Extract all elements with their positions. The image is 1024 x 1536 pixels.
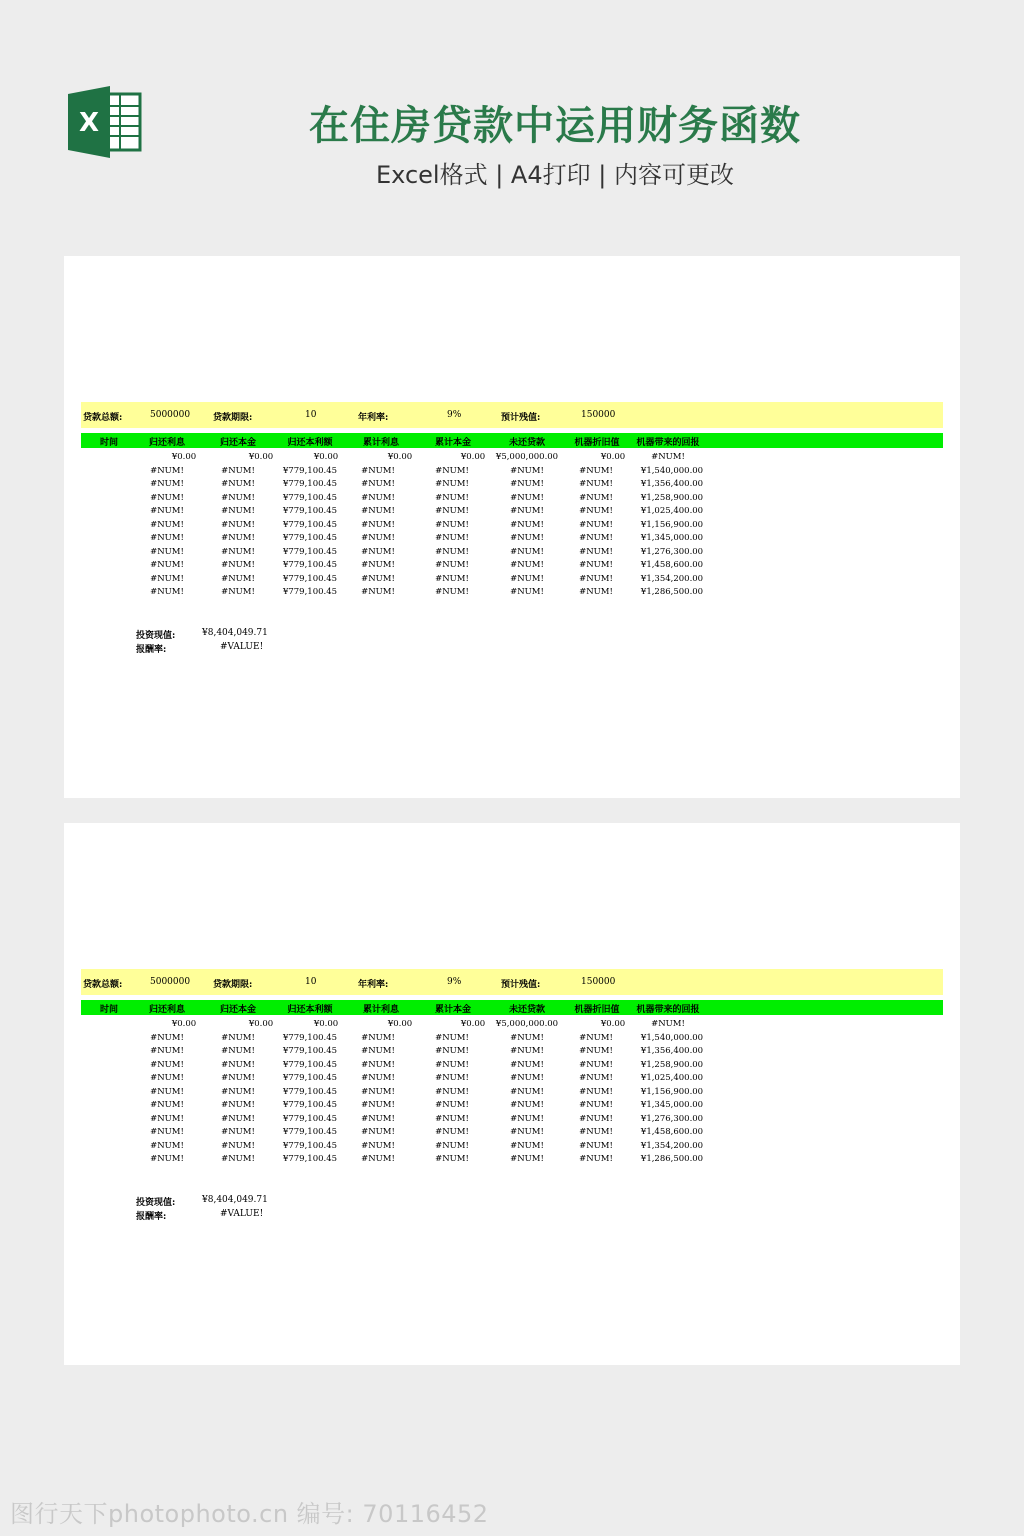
cell: ¥1,276,300.00 (640, 1113, 704, 1124)
cell: ¥1,540,000.00 (640, 1032, 704, 1043)
cell: #NUM! (579, 1046, 613, 1056)
table-row (64, 533, 960, 546)
table-row (64, 1019, 960, 1032)
cell: ¥1,286,500.00 (640, 1154, 704, 1164)
cell: #NUM! (150, 573, 184, 584)
cell: #NUM! (510, 560, 544, 570)
svg-text:X: X (78, 108, 100, 138)
cell: ¥1,025,400.00 (640, 506, 704, 516)
col-header: 机器折旧值 (574, 1005, 620, 1015)
col-header: 归还本金 (219, 438, 257, 448)
cell: ¥779,100.45 (282, 573, 338, 584)
cell: #NUM! (435, 1059, 469, 1070)
watermark-text: 图行天下photophoto.cn 编号: 70116452 (10, 1500, 489, 1528)
cell: ¥1,345,000.00 (640, 533, 704, 543)
cell: #NUM! (510, 533, 544, 543)
cell: #NUM! (510, 1046, 544, 1056)
cell: #NUM! (150, 1127, 184, 1137)
cell: ¥0.00 (460, 1019, 486, 1029)
cell: #NUM! (579, 1073, 613, 1083)
table-row (64, 1033, 960, 1046)
cell: #NUM! (435, 1046, 469, 1056)
cell: #NUM! (579, 465, 613, 476)
cell: ¥1,354,200.00 (640, 1140, 704, 1151)
cell: #NUM! (510, 479, 544, 489)
cell: ¥0.00 (387, 452, 413, 462)
cell: #NUM! (221, 1154, 255, 1164)
table-row (64, 1087, 960, 1100)
table-row (64, 574, 960, 587)
cell: #NUM! (361, 1086, 395, 1097)
col-header: 机器折旧值 (574, 438, 620, 448)
cell: #NUM! (221, 479, 255, 489)
cell: #NUM! (579, 533, 613, 543)
cell: #NUM! (510, 1154, 544, 1164)
cell: ¥1,345,000.00 (640, 1100, 704, 1110)
cell: #NUM! (150, 560, 184, 570)
col-header: 机器带来的回报 (636, 1005, 700, 1015)
table-row (64, 1127, 960, 1140)
cell: #NUM! (435, 492, 469, 503)
cell: #NUM! (361, 1140, 395, 1151)
cell: #NUM! (221, 506, 255, 516)
cell: ¥1,258,900.00 (640, 492, 704, 503)
cell: #NUM! (435, 587, 469, 597)
cell: ¥0.00 (460, 452, 486, 462)
cell: #NUM! (361, 1154, 395, 1164)
cell: ¥779,100.45 (282, 1059, 338, 1070)
cell: #NUM! (579, 560, 613, 570)
table-row (64, 547, 960, 560)
cell: ¥1,276,300.00 (640, 546, 704, 557)
page-subtitle: Excel格式 | A4打印 | 内容可更改 (376, 161, 734, 189)
cell: #NUM! (361, 506, 395, 516)
cell: #NUM! (435, 519, 469, 530)
cell: #NUM! (510, 492, 544, 503)
cell: #NUM! (221, 1140, 255, 1151)
cell: #NUM! (510, 1032, 544, 1043)
cell: #NUM! (221, 546, 255, 557)
cell: #NUM! (510, 465, 544, 476)
cell: ¥779,100.45 (282, 546, 338, 557)
cell: ¥779,100.45 (282, 1032, 338, 1043)
cell: ¥779,100.45 (282, 479, 338, 489)
col-header: 累计本金 (434, 1005, 472, 1015)
annual-rate-label: 年利率: (358, 980, 389, 990)
cell: #NUM! (579, 1100, 613, 1110)
cell: #NUM! (150, 492, 184, 503)
cell: #NUM! (510, 573, 544, 584)
cell: ¥779,100.45 (282, 1127, 338, 1137)
cell: #NUM! (361, 1073, 395, 1083)
page-title: 在住房贷款中运用财务函数 (309, 103, 801, 149)
cell: #NUM! (150, 506, 184, 516)
col-header: 机器带来的回报 (636, 438, 700, 448)
cell: #NUM! (150, 479, 184, 489)
cell: #NUM! (361, 587, 395, 597)
cell: ¥0.00 (171, 452, 197, 462)
annual-rate-value: 9% (447, 977, 462, 987)
loan-params-row (81, 969, 943, 995)
cell: ¥1,156,900.00 (640, 1086, 704, 1097)
table-row (64, 1073, 960, 1086)
irr-value: #VALUE! (220, 1209, 264, 1219)
cell: #NUM! (221, 1059, 255, 1070)
col-header: 归还本利额 (287, 438, 333, 448)
npv-label: 投资现值: (136, 631, 176, 641)
cell: ¥1,458,600.00 (640, 1127, 704, 1137)
cell: #NUM! (579, 1032, 613, 1043)
cell: #NUM! (150, 1032, 184, 1043)
annual-rate-label: 年利率: (358, 413, 389, 423)
npv-label: 投资现值: (136, 1198, 176, 1208)
cell: #NUM! (150, 1086, 184, 1097)
cell: #NUM! (221, 1073, 255, 1083)
cell: #NUM! (221, 1086, 255, 1097)
cell: #NUM! (361, 519, 395, 530)
col-header: 时间 (99, 438, 119, 448)
cell: ¥1,258,900.00 (640, 1059, 704, 1070)
cell: ¥5,000,000.00 (495, 1019, 559, 1029)
cell: #NUM! (510, 1100, 544, 1110)
cell: #NUM! (221, 587, 255, 597)
cell: #NUM! (221, 519, 255, 530)
cell: #NUM! (150, 1059, 184, 1070)
cell: #NUM! (510, 506, 544, 516)
table-row (64, 452, 960, 465)
cell: #NUM! (435, 533, 469, 543)
loan-term-label: 贷款期限: (213, 980, 253, 990)
cell: #NUM! (361, 1046, 395, 1056)
salvage-value: 150000 (581, 977, 616, 987)
cell: #NUM! (221, 533, 255, 543)
cell: #NUM! (435, 573, 469, 584)
table-row (64, 1154, 960, 1167)
table-row (64, 560, 960, 573)
cell: #NUM! (150, 1073, 184, 1083)
cell: ¥779,100.45 (282, 1073, 338, 1083)
irr-label: 报酬率: (136, 645, 167, 655)
cell: #NUM! (150, 519, 184, 530)
cell: #NUM! (221, 492, 255, 503)
table-row (64, 1060, 960, 1073)
loan-total-value: 5000000 (150, 977, 191, 987)
cell: ¥0.00 (387, 1019, 413, 1029)
loan-total-value: 5000000 (150, 410, 191, 420)
cell: #NUM! (221, 1100, 255, 1110)
cell: #NUM! (150, 1140, 184, 1151)
loan-term-value: 10 (305, 410, 317, 420)
table-row (64, 1114, 960, 1127)
cell: #NUM! (579, 519, 613, 530)
cell: #NUM! (361, 560, 395, 570)
cell: #NUM! (150, 1113, 184, 1124)
cell: #NUM! (150, 587, 184, 597)
cell: #NUM! (361, 465, 395, 476)
cell: ¥1,356,400.00 (640, 479, 704, 489)
salvage-label: 预计残值: (501, 413, 541, 423)
col-header: 累计利息 (362, 438, 400, 448)
table-row (64, 506, 960, 519)
cell: ¥5,000,000.00 (495, 452, 559, 462)
cell: #NUM! (579, 1059, 613, 1070)
cell: #NUM! (435, 465, 469, 476)
cell: #NUM! (150, 1046, 184, 1056)
cell: ¥779,100.45 (282, 1046, 338, 1056)
col-header: 时间 (99, 1005, 119, 1015)
table-row (64, 520, 960, 533)
cell: ¥779,100.45 (282, 587, 338, 597)
cell: #NUM! (579, 479, 613, 489)
cell: #NUM! (579, 587, 613, 597)
cell: #NUM! (221, 1032, 255, 1043)
cell: #NUM! (221, 573, 255, 584)
cell: #NUM! (361, 1100, 395, 1110)
cell: #NUM! (361, 1032, 395, 1043)
cell: #NUM! (361, 1059, 395, 1070)
sheet-page-1 (64, 256, 960, 798)
cell: ¥779,100.45 (282, 519, 338, 530)
col-header: 累计利息 (362, 1005, 400, 1015)
col-header: 归还本利额 (287, 1005, 333, 1015)
cell: #NUM! (579, 1140, 613, 1151)
table-row (64, 1141, 960, 1154)
cell: #NUM! (435, 1140, 469, 1151)
irr-label: 报酬率: (136, 1212, 167, 1222)
cell: #NUM! (651, 1019, 685, 1029)
col-header: 归还本金 (219, 1005, 257, 1015)
cell: #NUM! (150, 533, 184, 543)
cell: #NUM! (579, 1113, 613, 1124)
cell: #NUM! (361, 1127, 395, 1137)
loan-total-label: 贷款总额: (83, 980, 123, 990)
cell: #NUM! (510, 1086, 544, 1097)
table-row (64, 1046, 960, 1059)
cell: #NUM! (361, 533, 395, 543)
table-row (64, 466, 960, 479)
cell: #NUM! (579, 1127, 613, 1137)
cell: ¥0.00 (248, 452, 274, 462)
col-header: 未还贷款 (508, 438, 546, 448)
cell: #NUM! (510, 1073, 544, 1083)
cell: #NUM! (221, 560, 255, 570)
cell: ¥779,100.45 (282, 492, 338, 503)
cell: ¥0.00 (313, 452, 339, 462)
cell: ¥779,100.45 (282, 1154, 338, 1164)
salvage-value: 150000 (581, 410, 616, 420)
cell: ¥1,156,900.00 (640, 519, 704, 530)
cell: ¥1,025,400.00 (640, 1073, 704, 1083)
salvage-label: 预计残值: (501, 980, 541, 990)
table-row (64, 479, 960, 492)
cell: #NUM! (150, 546, 184, 557)
cell: ¥779,100.45 (282, 1113, 338, 1124)
cell: #NUM! (435, 1100, 469, 1110)
col-header: 归还利息 (148, 1005, 186, 1015)
cell: #NUM! (150, 1100, 184, 1110)
cell: ¥0.00 (171, 1019, 197, 1029)
cell: #NUM! (435, 546, 469, 557)
cell: #NUM! (435, 560, 469, 570)
loan-total-label: 贷款总额: (83, 413, 123, 423)
irr-value: #VALUE! (220, 642, 264, 652)
cell: #NUM! (510, 519, 544, 530)
npv-value: ¥8,404,049.71 (202, 1195, 268, 1205)
cell: ¥0.00 (313, 1019, 339, 1029)
cell: #NUM! (579, 546, 613, 557)
cell: #NUM! (361, 479, 395, 489)
cell: #NUM! (510, 546, 544, 557)
cell: ¥1,540,000.00 (640, 465, 704, 476)
cell: #NUM! (435, 479, 469, 489)
cell: #NUM! (221, 465, 255, 476)
cell: ¥0.00 (600, 1019, 626, 1029)
cell: #NUM! (651, 452, 685, 462)
col-header: 归还利息 (148, 438, 186, 448)
cell: #NUM! (435, 1127, 469, 1137)
table-header (81, 1000, 943, 1015)
cell: #NUM! (361, 546, 395, 557)
excel-icon (66, 86, 144, 158)
cell: ¥779,100.45 (282, 506, 338, 516)
cell: ¥779,100.45 (282, 1086, 338, 1097)
cell: ¥1,286,500.00 (640, 587, 704, 597)
cell: ¥1,356,400.00 (640, 1046, 704, 1056)
cell: ¥0.00 (248, 1019, 274, 1029)
loan-params-row (81, 402, 943, 428)
table-row (64, 587, 960, 600)
cell: ¥779,100.45 (282, 560, 338, 570)
table-row (64, 1100, 960, 1113)
cell: #NUM! (510, 1059, 544, 1070)
col-header: 累计本金 (434, 438, 472, 448)
cell: ¥1,354,200.00 (640, 573, 704, 584)
cell: #NUM! (221, 1127, 255, 1137)
cell: #NUM! (579, 1086, 613, 1097)
cell: ¥779,100.45 (282, 465, 338, 476)
cell: #NUM! (435, 506, 469, 516)
sheet-page-2 (64, 823, 960, 1365)
cell: #NUM! (361, 1113, 395, 1124)
annual-rate-value: 9% (447, 410, 462, 420)
loan-term-label: 贷款期限: (213, 413, 253, 423)
summary-block (136, 1195, 336, 1223)
cell: #NUM! (435, 1154, 469, 1164)
cell: #NUM! (579, 506, 613, 516)
cell: #NUM! (221, 1113, 255, 1124)
cell: ¥779,100.45 (282, 1140, 338, 1151)
cell: #NUM! (579, 1154, 613, 1164)
cell: #NUM! (435, 1073, 469, 1083)
loan-term-value: 10 (305, 977, 317, 987)
cell: #NUM! (579, 492, 613, 503)
cell: ¥1,458,600.00 (640, 560, 704, 570)
cell: #NUM! (510, 587, 544, 597)
npv-value: ¥8,404,049.71 (202, 628, 268, 638)
cell: #NUM! (361, 573, 395, 584)
table-row (64, 493, 960, 506)
cell: #NUM! (510, 1127, 544, 1137)
col-header: 未还贷款 (508, 1005, 546, 1015)
table-header (81, 433, 943, 448)
cell: #NUM! (435, 1113, 469, 1124)
cell: #NUM! (150, 1154, 184, 1164)
summary-block (136, 628, 336, 656)
cell: ¥0.00 (600, 452, 626, 462)
cell: #NUM! (361, 492, 395, 503)
cell: ¥779,100.45 (282, 533, 338, 543)
cell: #NUM! (221, 1046, 255, 1056)
cell: ¥779,100.45 (282, 1100, 338, 1110)
cell: #NUM! (510, 1113, 544, 1124)
cell: #NUM! (150, 465, 184, 476)
cell: #NUM! (435, 1086, 469, 1097)
cell: #NUM! (510, 1140, 544, 1151)
cell: #NUM! (435, 1032, 469, 1043)
cell: #NUM! (579, 573, 613, 584)
